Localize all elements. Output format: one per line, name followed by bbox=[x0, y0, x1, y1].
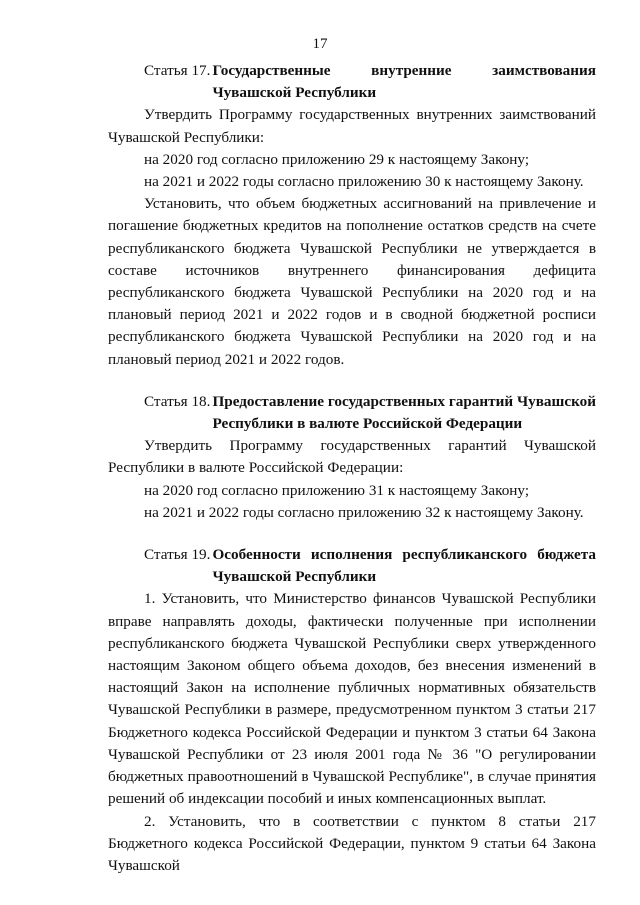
article-paragraph: Установить, что объем бюджетных ассигнований на привлечение и погашение бюджетных кредитов на пополнение остатков средств на счете республиканского бюджета Чувашской Республики не утверждается в составе источников внутреннего финансирования дефицита республиканского бюджета Чувашской Республики на 2020 год и на плановый период 2021 и 2022 годов и в сводной бюджетной росписи республиканского бюджета Чувашской Республики на 2020 год и на плановый период 2021 и 2022 годов. bbox=[108, 195, 596, 368]
article-number: Статья 19. bbox=[144, 546, 211, 564]
article-number: Статья 18. bbox=[144, 392, 211, 410]
list-item: на 2020 год согласно приложению 29 к настоящему Закону; bbox=[144, 150, 530, 168]
article-17 bbox=[108, 60, 596, 371]
article-18 bbox=[108, 391, 596, 524]
list-item: на 2021 и 2022 годы согласно приложению 32 к настоящему Закону. bbox=[144, 503, 584, 521]
list-item: на 2020 год согласно приложению 31 к настоящему Закону; bbox=[144, 481, 530, 499]
article-number: Статья 17. bbox=[144, 62, 211, 79]
article-heading bbox=[108, 60, 596, 104]
article-paragraph: 2. Установить, что в соответствии с пунктом 8 статьи 217 Бюджетного кодекса Российской Федерации, пунктом 9 статьи 64 Закона Чувашской bbox=[108, 812, 596, 874]
article-title: Государственные внутренние заимствования Чувашской Республики bbox=[212, 62, 596, 102]
article-title: Особенности исполнения республиканского бюджета Чувашской Республики bbox=[212, 546, 596, 586]
article-paragraph: 1. Установить, что Министерство финансов Чувашской Республики вправе направлять доходы, фактически полученные при исполнении республиканского бюджета Чувашской Республики сверх утвержденного настоящим Законом общего объема доходов, без внесения изменений в настоящий Закон на исполнение публичных нормативных обязательств Чувашской Республики в размере, предусмотренном пунктом 3 статьи 217 Бюджетного кодекса Российской Федерации и пунктом 3 статьи 64 Закона Чувашской Республики от 23 июля 2001 года № 36 "О регулировании бюджетных правоотношений в Чувашской Республике", в случае принятия решений об индексации пособий и иных компенсационных выплат. bbox=[108, 590, 596, 808]
document-body bbox=[108, 60, 596, 877]
article-heading bbox=[108, 391, 596, 435]
article-19 bbox=[108, 544, 596, 877]
article-intro: Утвердить Программу государственных внутренних заимствований Чувашской Республики: bbox=[108, 106, 596, 146]
article-title: Предоставление государственных гарантий Чувашской Республики в валюте Российской Федерации bbox=[212, 392, 596, 433]
list-item: на 2021 и 2022 годы согласно приложению 30 к настоящему Закону. bbox=[144, 173, 584, 191]
article-intro: Утвердить Программу государственных гарантий Чувашской Республики в валюте Российской Федерации: bbox=[108, 437, 596, 477]
article-heading bbox=[108, 544, 596, 588]
page-number: 17 bbox=[312, 36, 328, 52]
